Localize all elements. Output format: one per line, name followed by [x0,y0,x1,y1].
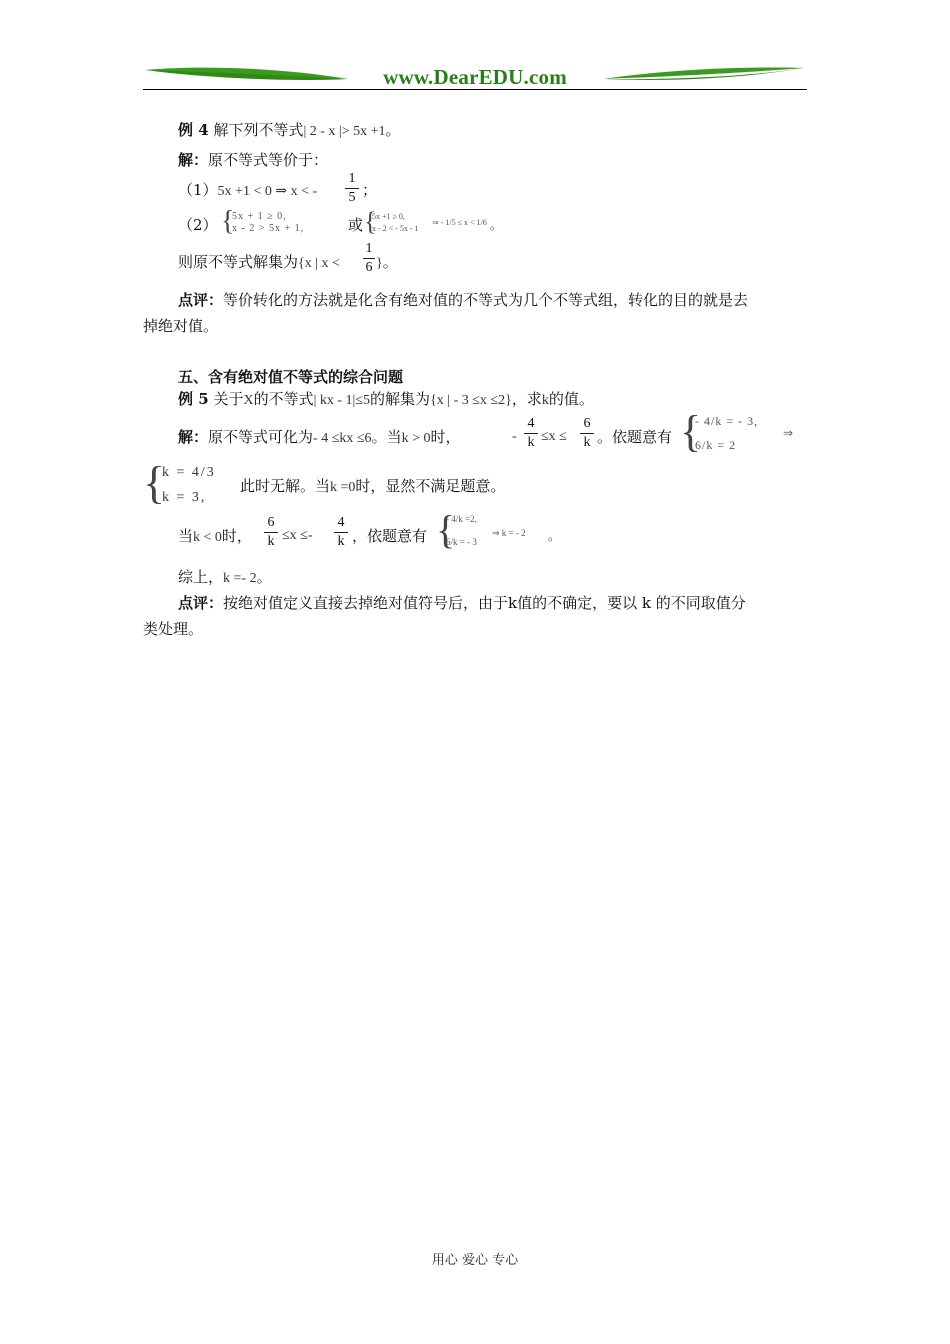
frac-c [264,514,278,551]
case2-brace-icon: { [221,206,235,237]
example5-var-k: k [541,393,549,408]
example5-text-e: 的值。 [548,390,594,408]
summary-text: 综上， [178,568,224,586]
example4-end: 。 [385,121,401,139]
page-footer: 用心 爱心 专心 [431,1253,519,1268]
sys3-bottom: 6/k = - 3 [446,537,477,547]
site-brand[interactable]: www.DearEDU.com [383,65,567,89]
case2b-bottom: x - 2 < - 5x - 1 [372,224,419,233]
conclusion-close [376,252,398,274]
case-neg-math: k < 0 [193,530,222,545]
sol-text1: 原不等式可化为 [208,428,314,446]
example5-comment-line1 [178,593,746,613]
example4-label: 例 4 [178,121,209,139]
example4-solution-text: 原不等式等价于： [208,151,329,169]
sol-math1: - 4 ≤kx ≤6 [313,431,372,446]
sys3-end: 。 [548,529,561,543]
summary-math: k =- 2 [223,571,257,586]
case2-or: 或 [348,216,364,234]
example5-label: 例 5 [178,390,209,408]
example5-comment-label: 点评： [178,594,224,612]
sys2-brace-icon: { [143,457,166,508]
example5-comment-text1: 按绝对值定义直接去掉绝对值符号后，由于k值的不确定，要以 k 的不同取值分 [223,594,746,612]
case1-frac-den: 5 [348,190,356,205]
case2-top: 5x + 1 ≥ 0, [232,211,287,222]
example4-solution-label: 解： [178,151,209,169]
example5-text-a: 关于 [208,390,244,408]
example5-solution-line1 [178,427,461,449]
frac-d [334,514,348,551]
frac-a-den: k [527,435,535,450]
case2b-top: 5x +1 ≥ 0, [372,212,405,221]
frac-b-den: k [583,435,591,450]
case2b-brace-icon: { [364,207,377,236]
example5-text-b: 的不等式 [253,390,314,408]
frac-a [524,415,538,452]
line2-text2: 时，显然不满足题意。 [355,477,506,495]
case1-fraction [345,170,359,207]
case-neg-mid: ≤x ≤- [282,528,313,543]
example4-comment-label: 点评： [178,291,224,309]
summary-end: 。 [256,568,272,586]
case1-label: （1） [178,181,218,199]
sys1-arrow-icon: ⇒ [783,426,794,440]
example5-text-d: ，求 [511,390,542,408]
conclusion-brace: } [376,256,383,271]
case-neg-text2: 时， [221,527,252,545]
site-header [143,62,807,92]
header-divider [143,89,807,90]
case1-end: ； [362,181,378,199]
conclusion-frac-den: 6 [365,260,373,275]
example4-title: 解下列不等式 [208,121,304,139]
conclusion-math: {x | x < [298,256,340,271]
case2-bottom: x - 2 > 5x + 1, [232,223,305,234]
frac-c-num: 6 [267,515,275,530]
frac-d-num: 4 [337,515,345,530]
sys2-bottom: k = 3, [162,490,207,505]
example4-comment-text1: 等价转化的方法就是化含有绝对值的不等式为几个不等式组，转化的目的就是去 [223,291,749,309]
sys2-top: k = 4/3 [162,465,216,480]
example4-comment-line1 [178,290,748,310]
example5-line2 [240,476,505,498]
frac-b [580,415,594,452]
sol-math2: k > 0 [401,431,431,446]
sys1-brace-icon: { [680,407,702,456]
conclusion-fraction [363,240,375,277]
example5-var-x: X [243,393,254,408]
example4-conclusion [178,252,340,274]
sol-mid: ≤x ≤ [541,429,567,444]
case2-label: （2） [178,216,218,234]
case-neg-text1: 当 [178,527,194,545]
case-neg-text3: ，依题意有 [352,527,428,545]
example4-solution-intro [178,150,328,170]
frac-a-num: 4 [527,416,535,431]
example4-case1 [178,180,317,202]
example4-comment-line2: 掉绝对值。 [143,317,219,335]
example5-set: {x | - 3 ≤x ≤2} [430,393,512,408]
sol-text4: 。依题意有 [597,428,673,446]
conclusion-frac-num: 1 [365,241,373,256]
section5-title: 五、含有绝对值不等式的综合问题 [178,368,404,386]
frac-a-sign: - [512,429,517,444]
case2b-result: ⇒ - 1/5 ≤ x < 1/6 [432,218,487,227]
case2b-end: 。 [490,218,503,232]
line2-text: 此时无解。当 [240,477,331,495]
case1-math: 5x +1 < 0 ⇒ x < - [217,184,318,199]
example5-summary [178,567,272,589]
example5-inequality: | kx - 1|≤5 [313,393,371,408]
sol-text2: 。当 [371,428,402,446]
case1-frac-num: 1 [348,171,356,186]
conclusion-text: 则原不等式解集为 [178,253,299,271]
frac-c-den: k [267,534,275,549]
example5-text-c: 的解集为 [370,390,431,408]
sys3-top: - 4/k =2, [446,514,477,524]
example4-heading [178,120,401,142]
example5-heading [178,389,594,411]
line2-math: k =0 [330,480,356,495]
frac-b-num: 6 [583,416,591,431]
sys3-result: ⇒ k = - 2 [492,528,526,538]
example5-comment-line2: 类处理。 [143,620,204,638]
sys1-bottom: 6/k = 2 [695,438,737,452]
sys1-top: - 4/k = - 3, [695,414,759,428]
sys3-brace-icon: { [436,507,456,552]
frac-d-den: k [337,534,345,549]
example4-inequality: | 2 - x |> 5x +1 [303,124,386,139]
example5-solution-label: 解： [178,428,209,446]
sol-text3: 时， [430,428,461,446]
conclusion-end: 。 [382,253,398,271]
case-neg-line [178,526,252,548]
